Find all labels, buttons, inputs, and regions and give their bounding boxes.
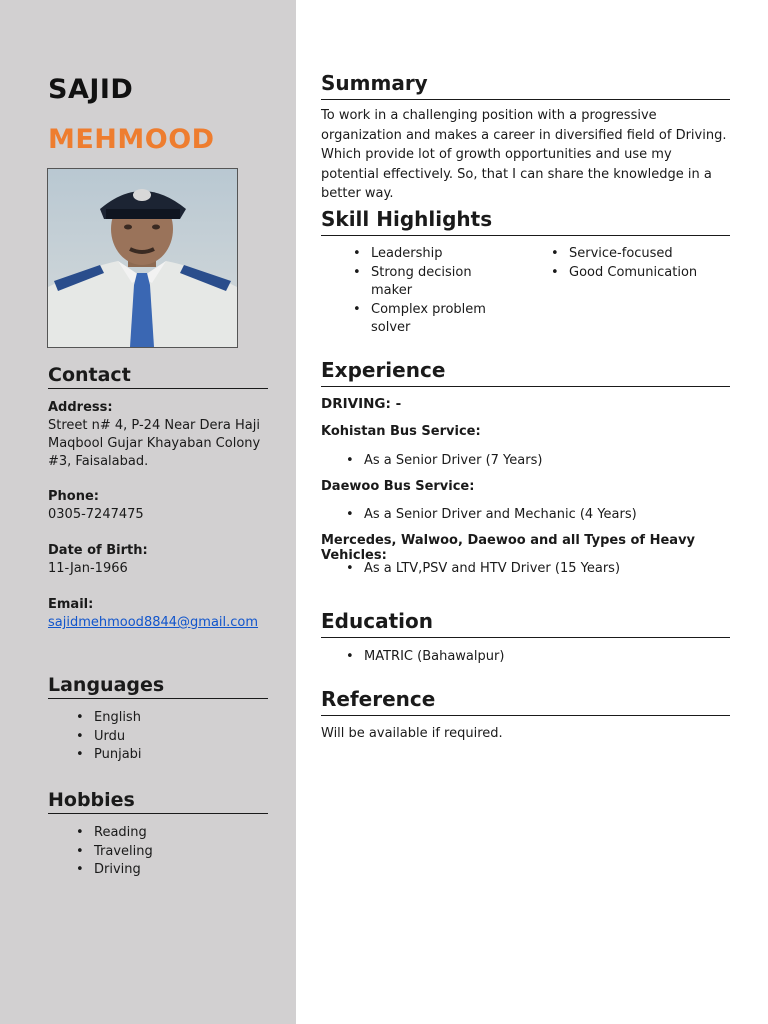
list-item: • Urdu (72, 728, 302, 747)
skills-list-col2 (547, 245, 727, 282)
list-item: • Punjabi (72, 746, 302, 765)
hobbies-heading: Hobbies (48, 789, 268, 814)
experience-category-label: DRIVING: - (321, 396, 402, 412)
address-label: Address: (48, 400, 113, 415)
list-item: • Leadership (349, 245, 499, 264)
phone-info (48, 488, 278, 524)
skills-heading: Skill Highlights (321, 207, 730, 236)
list-item: • Reading (72, 824, 302, 843)
list-item: • Traveling (72, 843, 302, 862)
phone-value: 0305-7247475 (48, 507, 144, 522)
list-item: • MATRIC (Bahawalpur) (342, 648, 722, 667)
list-item: • Good Comunication (547, 264, 727, 283)
summary-heading: Summary (321, 71, 730, 100)
address-value: Street n# 4, P-24 Near Dera Haji Maqbool Gujar Khayaban Colony #3, Faisalabad. (48, 418, 261, 469)
hobbies-list (72, 824, 302, 880)
education-heading: Education (321, 609, 730, 638)
languages-list (72, 709, 302, 765)
contact-info (48, 399, 278, 471)
last-name: MEHMOOD (48, 124, 215, 155)
dob-label: Date of Birth: (48, 543, 148, 558)
job-role: • As a Senior Driver (7 Years) (342, 452, 722, 471)
reference-heading: Reference (321, 687, 730, 716)
list-item: • Strong decision maker (349, 264, 499, 301)
phone-label: Phone: (48, 489, 99, 504)
company-name: Daewoo Bus Service (321, 479, 470, 494)
summary-text: To work in a challenging position with a progressive organization and makes a career in diversified field of Driving. Which provide lot of growth opportunities and use my potential effectively. So, that I can share the knowledge in a better way. (321, 108, 727, 201)
list-item: • Service-focused (547, 245, 727, 264)
contact-heading: Contact (48, 364, 268, 389)
profile-photo (47, 168, 238, 348)
job-role: • As a LTV,PSV and HTV Driver (15 Years) (342, 560, 722, 579)
experience-category (321, 396, 731, 412)
list-item: • Complex problem solver (349, 301, 499, 338)
company-name: Kohistan Bus Service (321, 424, 476, 439)
education-list (342, 648, 722, 667)
reference-text: Will be available if required. (321, 726, 503, 741)
job-entry: Kohistan Bus Service: (321, 424, 481, 439)
email-info (48, 596, 278, 632)
job-roles (342, 560, 722, 579)
skills-list-col1 (349, 245, 499, 338)
dob-info (48, 542, 278, 578)
job-entry: Daewoo Bus Service: (321, 479, 475, 494)
email-link[interactable]: sajidmehmood8844@gmail.com (48, 615, 259, 630)
email-label: Email: (48, 597, 94, 612)
languages-heading: Languages (48, 674, 268, 699)
dob-value: 11-Jan-1966 (48, 561, 128, 576)
job-role: • As a Senior Driver and Mechanic (4 Years) (342, 506, 722, 525)
company-name: Mercedes, Walwoo, Daewoo and all Types of Heavy Vehicles (321, 533, 696, 563)
experience-heading: Experience (321, 358, 730, 387)
list-item: • Driving (72, 861, 302, 880)
job-roles (342, 452, 722, 471)
job-roles (342, 506, 722, 525)
job-entry: Mercedes, Walwoo, Daewoo and all Types of Heavy Vehicles: (321, 533, 696, 563)
first-name: SAJID (48, 74, 134, 105)
list-item: • English (72, 709, 302, 728)
